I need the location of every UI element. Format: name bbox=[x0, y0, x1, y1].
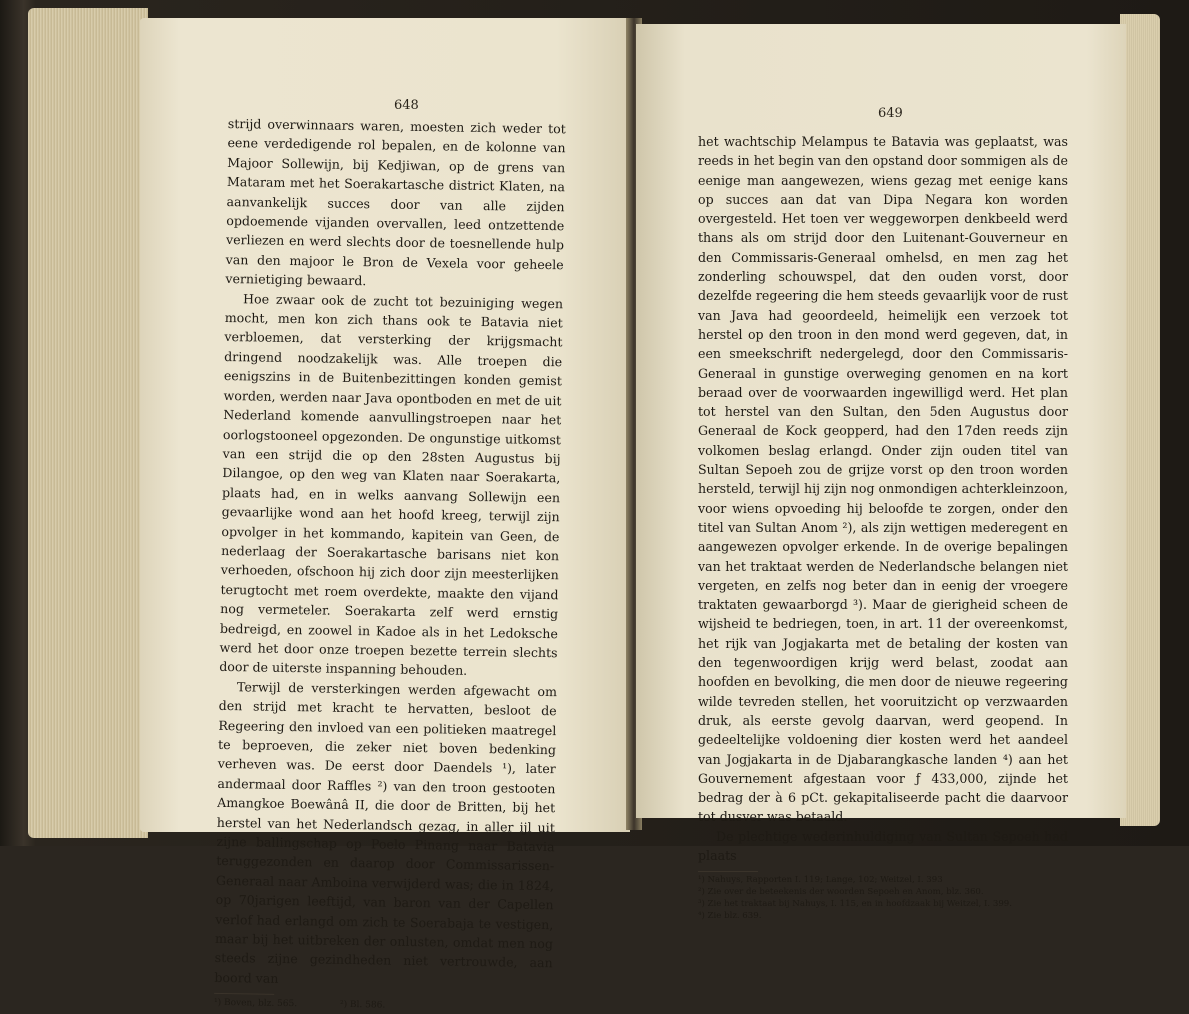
right-paragraph-2: De plechtige wederinhuldiging van Sultan Sepoeh had plaats bbox=[698, 828, 1068, 863]
left-footnote-2: ²) Bl. 586. bbox=[339, 1000, 386, 1011]
page-number-right: 649 bbox=[878, 106, 903, 121]
right-footnote-4: ⁴) Zie blz. 639. bbox=[698, 910, 762, 921]
right-page bbox=[636, 24, 1126, 921]
left-page-body bbox=[214, 114, 566, 1014]
left-paragraph-3: Terwijl de versterkingen werden afgewacht om den strijd met kracht te hervatten, besloot de Regeering den invloed van een politieken maatregel te beproeven, die zeker niet boven bedenking verheven was. De eerst door Daendels ¹), later andermaal door Raffles ²) van den troon gestooten Amangkoe Boewânâ II, die door de Britten, bij het herstel van het Nederlandsch gezag, in aller ijl uit zijne ballingschap op Poelo Pinang naar Batavia teruggezonden en daarop door Commissarissen-Generaal naar Amboina verwijderd was; die in 1824, op 70jarigen leeftijd, van baron van der Capellen verlof had erlangd om zich te Soerabaja te vestigen, maar bij het uitbreken der onlusten, omdat men nog steeds zijne gezindheden niet vertrouwde, aan boord van bbox=[214, 678, 558, 986]
footnote-rule-right bbox=[698, 871, 758, 872]
right-page-body bbox=[698, 132, 1068, 922]
left-page bbox=[140, 18, 630, 1011]
left-paragraph-2: Hoe zwaar ook de zucht tot bezuiniging wegen mocht, men kon zich thans ook te Batavia niet verbloemen, dat versterking der krijgsmacht dringend noodzakelijk was. Alle troepen die eenigszins in de Buitenbezittingen konden gemist worden, werden naar Java opontboden en met de uit Nederland komende aanvullingstroepen naar het oorlogstooneel opgezonden. De ongunstige uitkomst van een strijd die op den 28sten Augustus bij Dilangoe, op den weg van Klaten naar Soerakarta, plaats had, en in welks aanvang Sollewijn een gevaarlijke wond aan het hoofd kreeg, terwijl zijn opvolger in het kommando, kapitein van Geen, de nederlaag der Soerakartasche barisans niet kon verhoeden, ofschoon hij zich door zijn meesterlijken terugtocht met roem overdekte, maakte den vijand nog vermeteler. Soerakarta zelf werd ernstig bedreigd, en zoowel in Kadoe als in het Ledoksche werd het door onze troepen bezette terrein slechts door de uiterste inspanning behouden. bbox=[219, 290, 564, 679]
right-footnote-3: ³) Zie het traktaat bij Nahuys, I. 115, en in hoofdzaak bij Weitzel, I. 399. bbox=[698, 898, 1012, 909]
left-footnotes bbox=[214, 997, 552, 1014]
left-paragraph-1: strijd overwinnaars waren, moesten zich weder tot eene verdedigende rol bepalen, en de kolonne van Majoor Sollewijn, bij Kedjiwan, op de grens van Mataram met het Soerakartasche district Klaten, na aanvankelijk succes door van alle zijden opdoemende vijanden overvallen, leed ontzettende verliezen en werd slechts door de toesnellende hulp van den majoor le Bron de Vexela voor geheele vernietiging bewaard. bbox=[225, 115, 566, 289]
right-footnotes bbox=[698, 875, 1068, 922]
footnote-rule-left bbox=[214, 993, 274, 995]
right-paragraph-1: het wachtschip Melampus te Batavia was geplaatst, was reeds in het begin van den opstand door sommigen als de eenige man aangewezen, wiens gezag met eenige kans op succes aan dat van Dipa Negara kon worden overgesteld. Het toen ver weggeworpen denkbeeld werd thans als om strijd door den Luitenant-Gouverneur en den Commissaris-Generaal omhelsd, en men zag het zonderling schouwspel, dat den ouden vorst, door dezelfde regeering die hem steeds gevaarlijk voor de rust van Java had geoordeeld, heimelijk een verzoek tot herstel op den troon in den mond werd gegeven, dat, in een smeekschrift nedergelegd, door den Commissaris-Generaal in gunstige overweging genomen en na kort beraad over de voorwaarden ingewilligd werd. Het plan tot herstel van den Sultan, den 5den Augustus door Generaal de Kock geopperd, had den 17den reeds zijn volkomen beslag erlangd. Onder zijn ouden titel van Sultan Sepoeh zou de grijze vorst op den troon worden hersteld, terwijl hij zijn nog onmondigen achterkleinzoon, voor wiens opvoeding hij beloofde te zorgen, onder den titel van Sultan Anom ²), als zijn wettigen mederegent en aangewezen opvolger erkende. In de overige bepalingen van het traktaat werden de Nederlandsche belangen niet vergeten, en zelfs nog beter dan in eenig der vroegere traktaten gewaarborgd ³). Maar de gierigheid scheen de wijsheid te bedriegen, toen, in art. 11 der overeenkomst, het rijk van Jogjakarta met de betaling der kosten van den tegenwoordigen krijg werd belast, zoodat aan hoofden en bevolking, die men door de nieuwe regeering wilde tevreden stellen, het vooruitzicht op verzwaarden druk, als eerste gevolg daarvan, werd geopend. In gedeeltelijke voldoening dier kosten werd het aandeel van Jogjakarta in de Djabarangkasche landen ⁴) aan het Gouvernement afgestaan voor ƒ 433,000, zijnde het bedrag der à 6 pCt. gekapitaliseerde pacht die daarvoor tot dusver was betaald. bbox=[698, 134, 1068, 825]
right-footnote-1: ¹) Nahuys, Rapporten I. 119; Lange, 102; Weitzel, I. 393 bbox=[698, 875, 943, 886]
page-edges-left bbox=[28, 8, 148, 838]
page-edges-right bbox=[1120, 14, 1160, 826]
left-footnote-1: ¹) Boven, blz. 565. bbox=[213, 998, 298, 1010]
page-number-left: 648 bbox=[394, 98, 419, 113]
right-footnote-2: ²) Zie over de beteekenis der woorden Sepoeh en Anom, blz. 360. bbox=[698, 887, 984, 898]
